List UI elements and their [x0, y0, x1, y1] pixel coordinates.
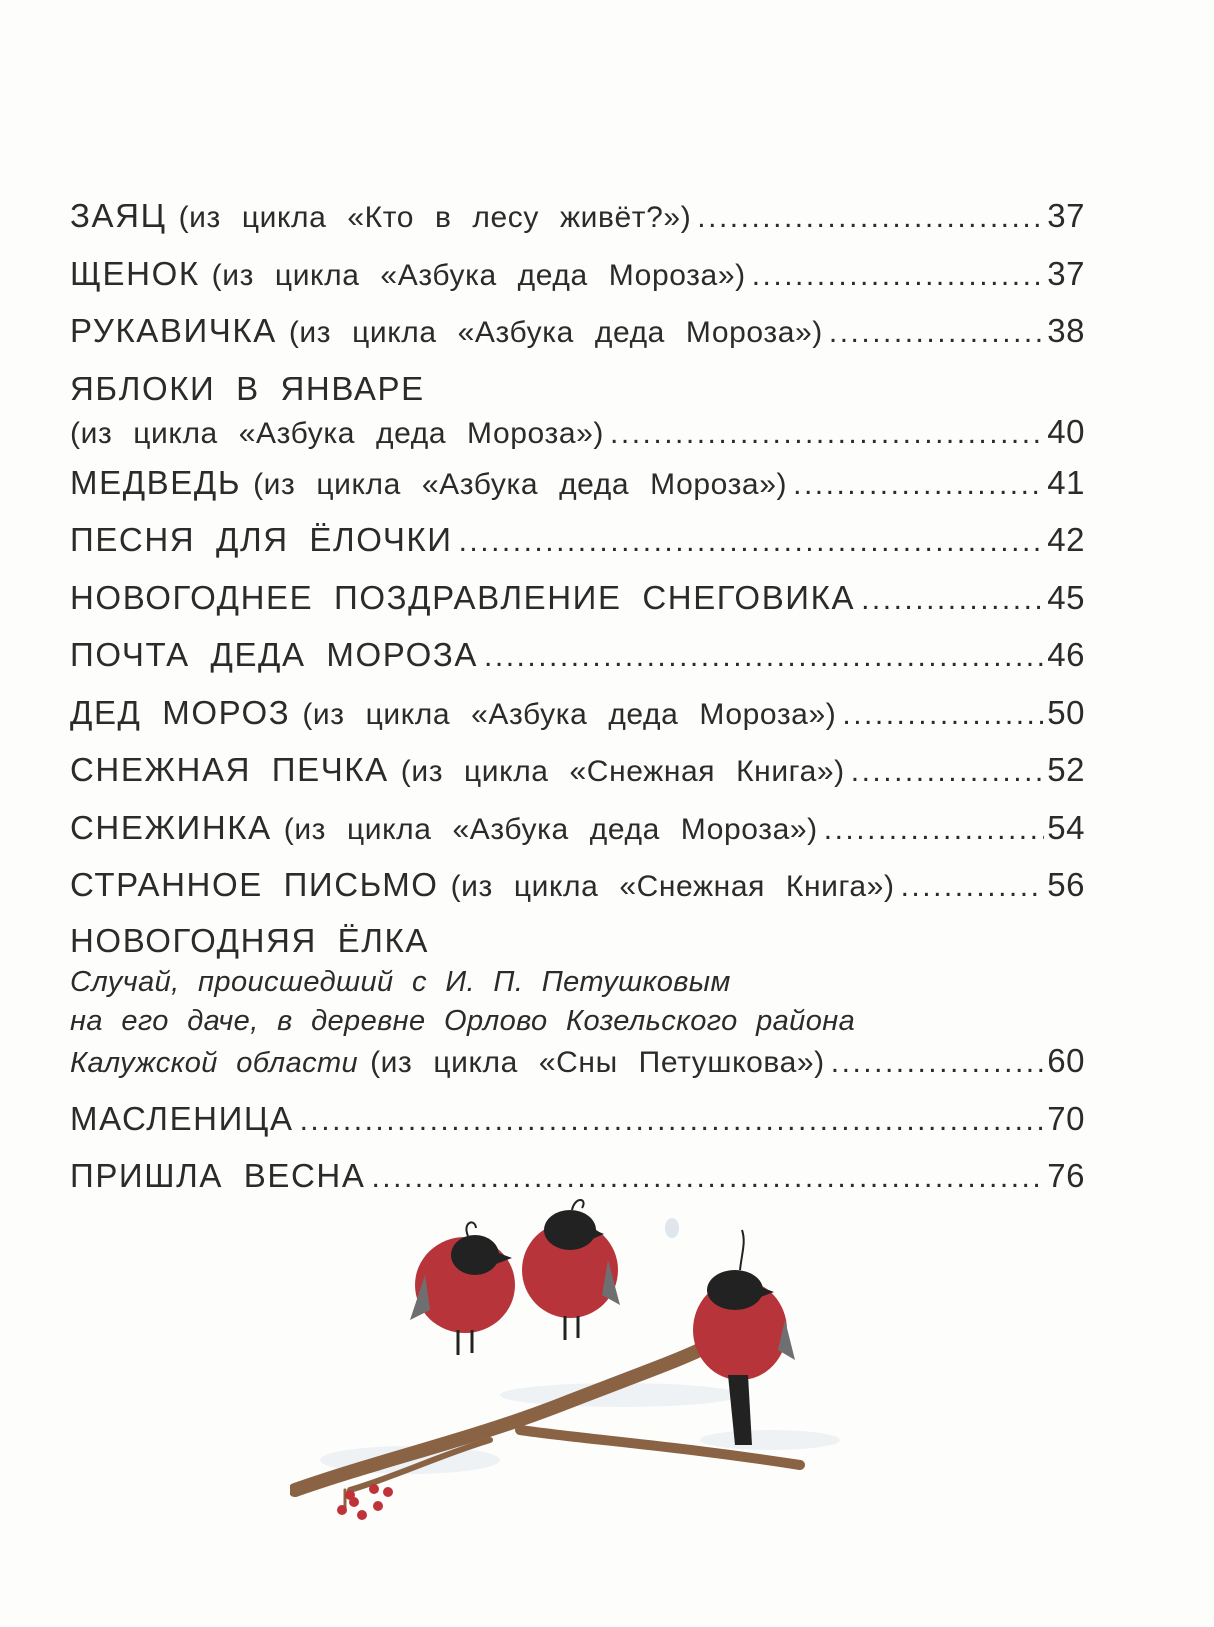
- toc-entry[interactable]: [70, 857, 1085, 915]
- toc-entry[interactable]: [70, 570, 1085, 628]
- toc-entry-subtitle: (из цикла «Азбука деда Мороза»): [253, 467, 788, 501]
- toc-entry-page: 37: [1047, 197, 1085, 234]
- toc-entry-description-line: Калужской области: [70, 1046, 359, 1079]
- toc-entry-page: 37: [1047, 254, 1085, 292]
- dot-leader: [861, 570, 1044, 628]
- toc-entry-title: РУКАВИЧКА: [70, 312, 277, 349]
- toc-entry[interactable]: [70, 800, 1085, 858]
- bullfinch-middle: [522, 1200, 620, 1340]
- toc-entry-subtitle: (из цикла «Азбука деда Мороза»): [211, 258, 746, 292]
- toc-entry[interactable]: [70, 742, 1085, 800]
- toc-entry[interactable]: [70, 685, 1085, 743]
- dot-leader: [697, 188, 1044, 246]
- toc-entry-title: ПРИШЛА ВЕСНА: [70, 1157, 366, 1194]
- toc-entry-page: 42: [1047, 521, 1085, 558]
- dot-leader: [901, 857, 1045, 915]
- toc-entry-title: МЕДВЕДЬ: [70, 463, 242, 501]
- toc-entry-subtitle: (из цикла «Азбука деда Мороза»): [283, 812, 818, 846]
- toc-entry[interactable]: [70, 455, 1085, 513]
- toc-entry[interactable]: [70, 1091, 1085, 1149]
- toc-entry-title: ЯБЛОКИ В ЯНВАРЕ: [70, 369, 425, 407]
- dot-leader: [459, 512, 1045, 570]
- dot-leader: [484, 627, 1044, 685]
- dot-leader: [831, 1041, 1045, 1083]
- toc-entry-page: 40: [1047, 412, 1085, 450]
- toc-entry-title: ДЕД МОРОЗ: [70, 693, 291, 731]
- dot-leader: [842, 685, 1044, 743]
- toc-entry-title: НОВОГОДНЕЕ ПОЗДРАВЛЕНИЕ СНЕГОВИКА: [70, 578, 856, 616]
- bullfinch-right: [693, 1230, 795, 1445]
- toc-entry-subtitle: (из цикла «Сны Петушкова»): [370, 1045, 825, 1079]
- dot-leader: [824, 800, 1045, 858]
- toc-entry[interactable]: [70, 627, 1085, 685]
- toc-entry-subline: [70, 1041, 1085, 1083]
- toc-entry-page: 38: [1047, 312, 1085, 349]
- toc-entry-page: 45: [1047, 578, 1085, 616]
- toc-entry-page: 76: [1047, 1157, 1085, 1194]
- toc-entry-page: 70: [1047, 1099, 1085, 1137]
- toc-entry-page: 54: [1047, 808, 1085, 846]
- toc-entry[interactable]: [70, 915, 1085, 1083]
- toc-entry[interactable]: [70, 188, 1085, 246]
- dot-leader: [300, 1091, 1045, 1149]
- toc-entry-page: 56: [1047, 866, 1085, 903]
- dot-leader: [752, 246, 1045, 304]
- toc-entry-title: СНЕЖИНКА: [70, 808, 272, 846]
- toc-entry-page: 41: [1047, 463, 1085, 501]
- toc-entry-page: 46: [1047, 636, 1085, 673]
- toc-entry[interactable]: [70, 512, 1085, 570]
- table-of-contents: [70, 188, 1085, 1206]
- toc-entry-description-line: Случай, происшедший с И. П. Петушковым: [70, 965, 731, 998]
- toc-entry-title: ЩЕНОК: [70, 254, 200, 292]
- toc-entry-subtitle: (из цикла «Снежная Книга»): [450, 870, 895, 903]
- toc-entry[interactable]: [70, 361, 1085, 455]
- toc-entry-subtitle: (из цикла «Азбука деда Мороза»): [70, 416, 605, 450]
- toc-entry-title: МАСЛЕНИЦА: [70, 1099, 294, 1137]
- toc-entry-page: 50: [1047, 693, 1085, 731]
- toc-entry-page: 60: [1047, 1041, 1085, 1079]
- toc-entry-subtitle: (из цикла «Снежная Книга»): [400, 755, 845, 788]
- toc-entry[interactable]: [70, 303, 1085, 361]
- toc-entry-subtitle: (из цикла «Азбука деда Мороза»): [288, 316, 823, 349]
- toc-entry-title: ПОЧТА ДЕДА МОРОЗА: [70, 636, 479, 673]
- toc-entry-title: СТРАННОЕ ПИСЬМО: [70, 866, 439, 903]
- toc-entry-title: НОВОГОДНЯЯ ЁЛКА: [70, 921, 429, 959]
- dot-leader: [610, 411, 1044, 455]
- dot-leader: [851, 742, 1045, 800]
- toc-entry-page: 52: [1047, 751, 1085, 788]
- dot-leader: [793, 455, 1044, 513]
- toc-entry-title: ПЕСНЯ ДЛЯ ЁЛОЧКИ: [70, 521, 453, 558]
- toc-entry-subtitle: (из цикла «Азбука деда Мороза»): [302, 697, 837, 731]
- toc-entry-subtitle: (из цикла «Кто в лесу живёт?»): [178, 201, 692, 234]
- bullfinches-on-branch-illustration: [290, 1190, 850, 1520]
- snowflake: [665, 1218, 679, 1238]
- dot-leader: [829, 303, 1044, 361]
- toc-entry[interactable]: [70, 246, 1085, 304]
- toc-entry-description-line: на его даче, в деревне Орлово Козельского района: [70, 1004, 856, 1037]
- toc-entry-title: СНЕЖНАЯ ПЕЧКА: [70, 751, 389, 788]
- toc-entry-title: ЗАЯЦ: [70, 197, 167, 234]
- bullfinch-left: [410, 1222, 515, 1355]
- toc-entry-subline: [70, 411, 1085, 455]
